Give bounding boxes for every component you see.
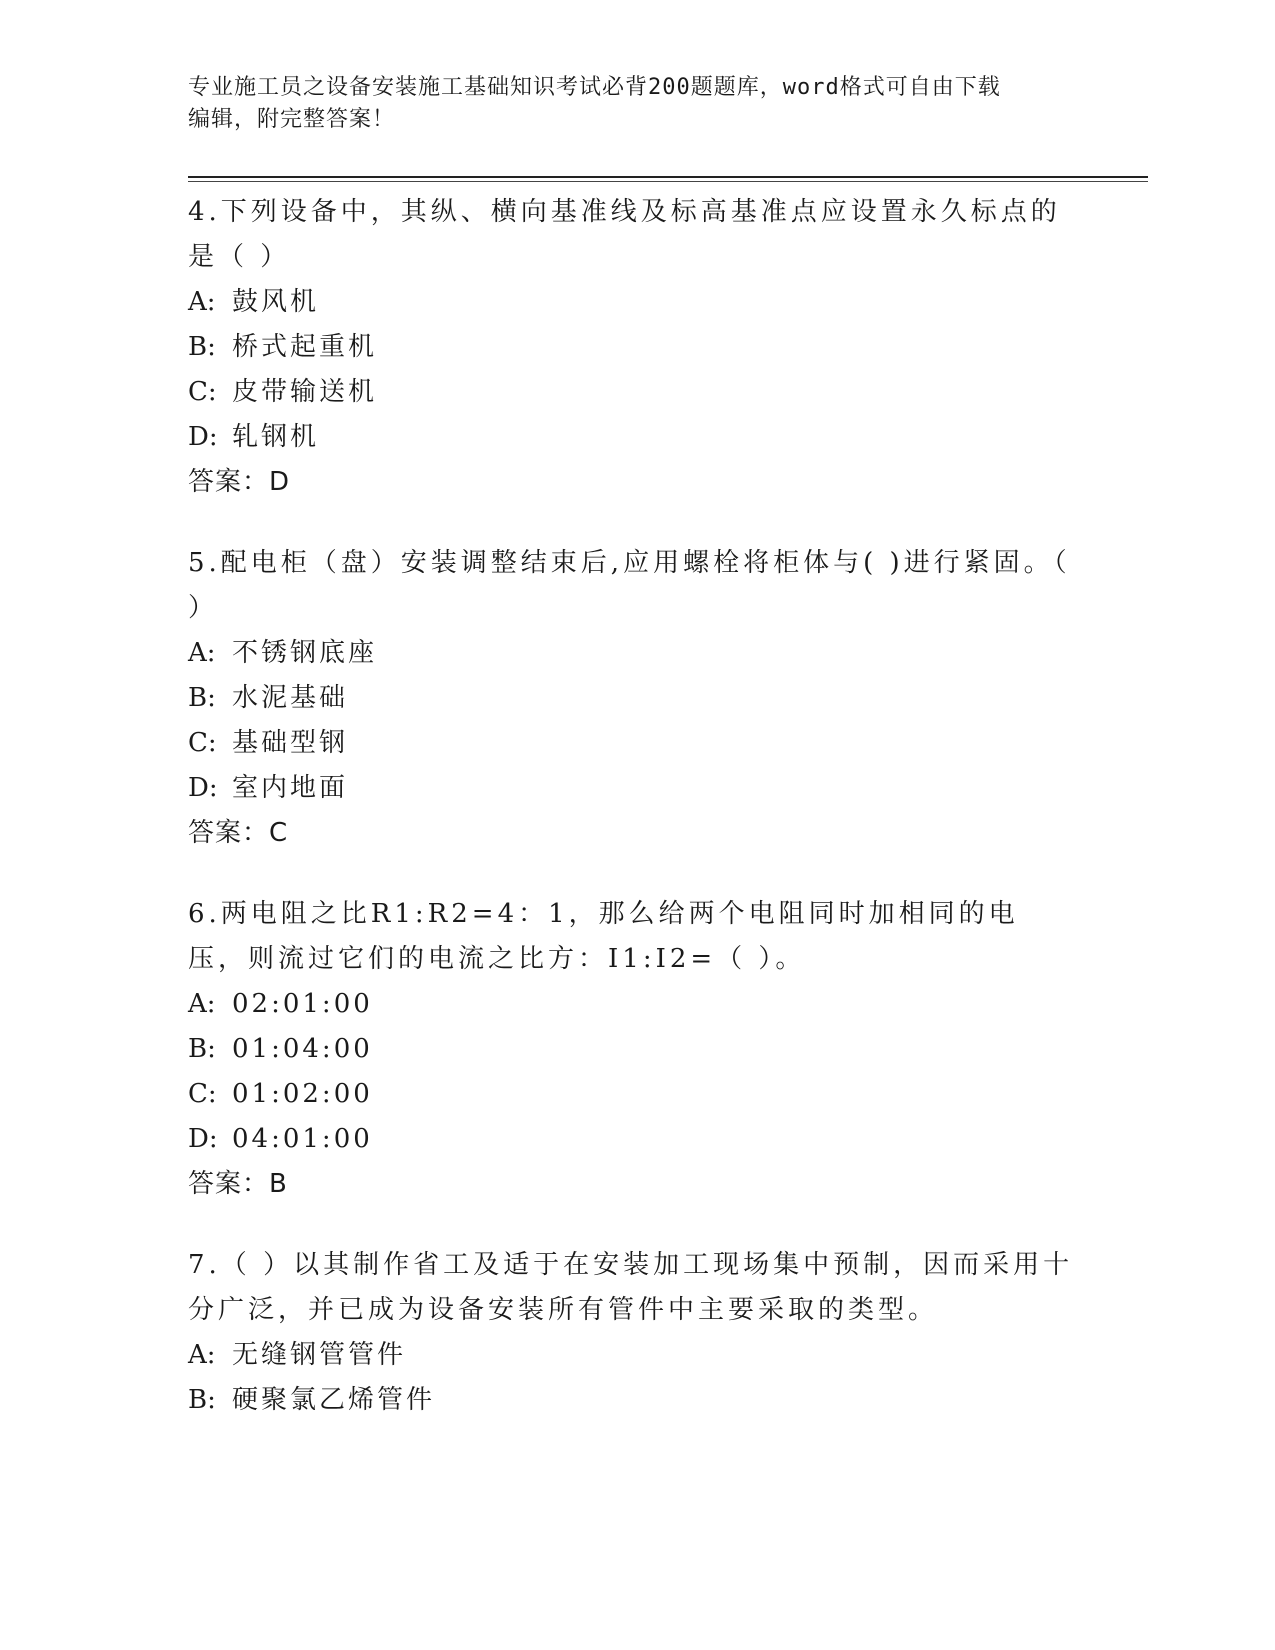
option-letter: B: [188, 1034, 216, 1064]
option-c [188, 721, 1078, 766]
option-d [188, 766, 1078, 811]
option-letter: C: [188, 1079, 217, 1109]
option-letter: B: [188, 683, 216, 713]
option-text: 轧钢机 [232, 422, 320, 452]
option-d [188, 1117, 1078, 1162]
question-stem: 6.两电阻之比R1:R2=4：1，那么给两个电阻同时加相同的电压，则流过它们的电流之比方：I1:I2=（ ）。 [188, 899, 1019, 974]
question-4 [188, 188, 1078, 505]
option-text: 基础型钢 [232, 728, 349, 758]
option-letter: C: [188, 377, 217, 407]
question-5 [188, 539, 1078, 856]
option-text: 鼓风机 [232, 287, 320, 317]
option-text: 硬聚氯乙烯管件 [232, 1385, 436, 1415]
option-c [188, 1072, 1078, 1117]
document-header [188, 72, 1068, 136]
option-b [188, 676, 1078, 721]
header-line-1: 专业施工员之设备安装施工基础知识考试必背200题题库，word格式可自由下载 [188, 75, 1001, 100]
option-text: 02:01:00 [232, 989, 373, 1019]
option-a [188, 982, 1078, 1027]
option-c [188, 370, 1078, 415]
question-7 [188, 1241, 1078, 1423]
option-text: 01:02:00 [232, 1079, 373, 1109]
option-d [188, 415, 1078, 460]
header-divider-thin [188, 181, 1148, 182]
option-letter: D: [188, 1124, 218, 1154]
option-text: 室内地面 [232, 773, 349, 803]
question-6 [188, 890, 1078, 1207]
option-text: 04:01:00 [232, 1124, 373, 1154]
option-text: 桥式起重机 [232, 332, 378, 362]
option-text: 无缝钢管管件 [232, 1340, 407, 1370]
question-list [188, 188, 1078, 1457]
option-text: 不锈钢底座 [232, 638, 378, 668]
option-letter: A: [188, 989, 216, 1019]
header-divider-thick [188, 176, 1148, 178]
option-letter: B: [188, 332, 216, 362]
option-text: 01:04:00 [232, 1034, 373, 1064]
option-letter: D: [188, 422, 218, 452]
option-text: 水泥基础 [232, 683, 349, 713]
option-letter: D: [188, 773, 218, 803]
answer-line: 答案：B [188, 1169, 288, 1199]
option-a [188, 631, 1078, 676]
option-text: 皮带输送机 [232, 377, 378, 407]
option-b [188, 1378, 1078, 1423]
question-stem: 5.配电柜（盘）安装调整结束后,应用螺栓将柜体与( )进行紧固。（ ） [188, 548, 1071, 623]
option-letter: A: [188, 1340, 216, 1370]
option-letter: C: [188, 728, 217, 758]
answer-line: 答案：C [188, 818, 289, 848]
option-letter: A: [188, 287, 216, 317]
option-letter: A: [188, 638, 216, 668]
question-stem: 4.下列设备中，其纵、横向基准线及标高基准点应设置永久标点的是（ ） [188, 197, 1061, 272]
option-b [188, 1027, 1078, 1072]
option-a [188, 1333, 1078, 1378]
option-letter: B: [188, 1385, 216, 1415]
answer-line: 答案：D [188, 467, 291, 497]
header-line-2: 编辑，附完整答案！ [188, 107, 396, 132]
option-a [188, 280, 1078, 325]
question-stem: 7.（ ）以其制作省工及适于在安装加工现场集中预制，因而采用十分广泛，并已成为设备安装所有管件中主要采取的类型。 [188, 1250, 1074, 1325]
option-b [188, 325, 1078, 370]
